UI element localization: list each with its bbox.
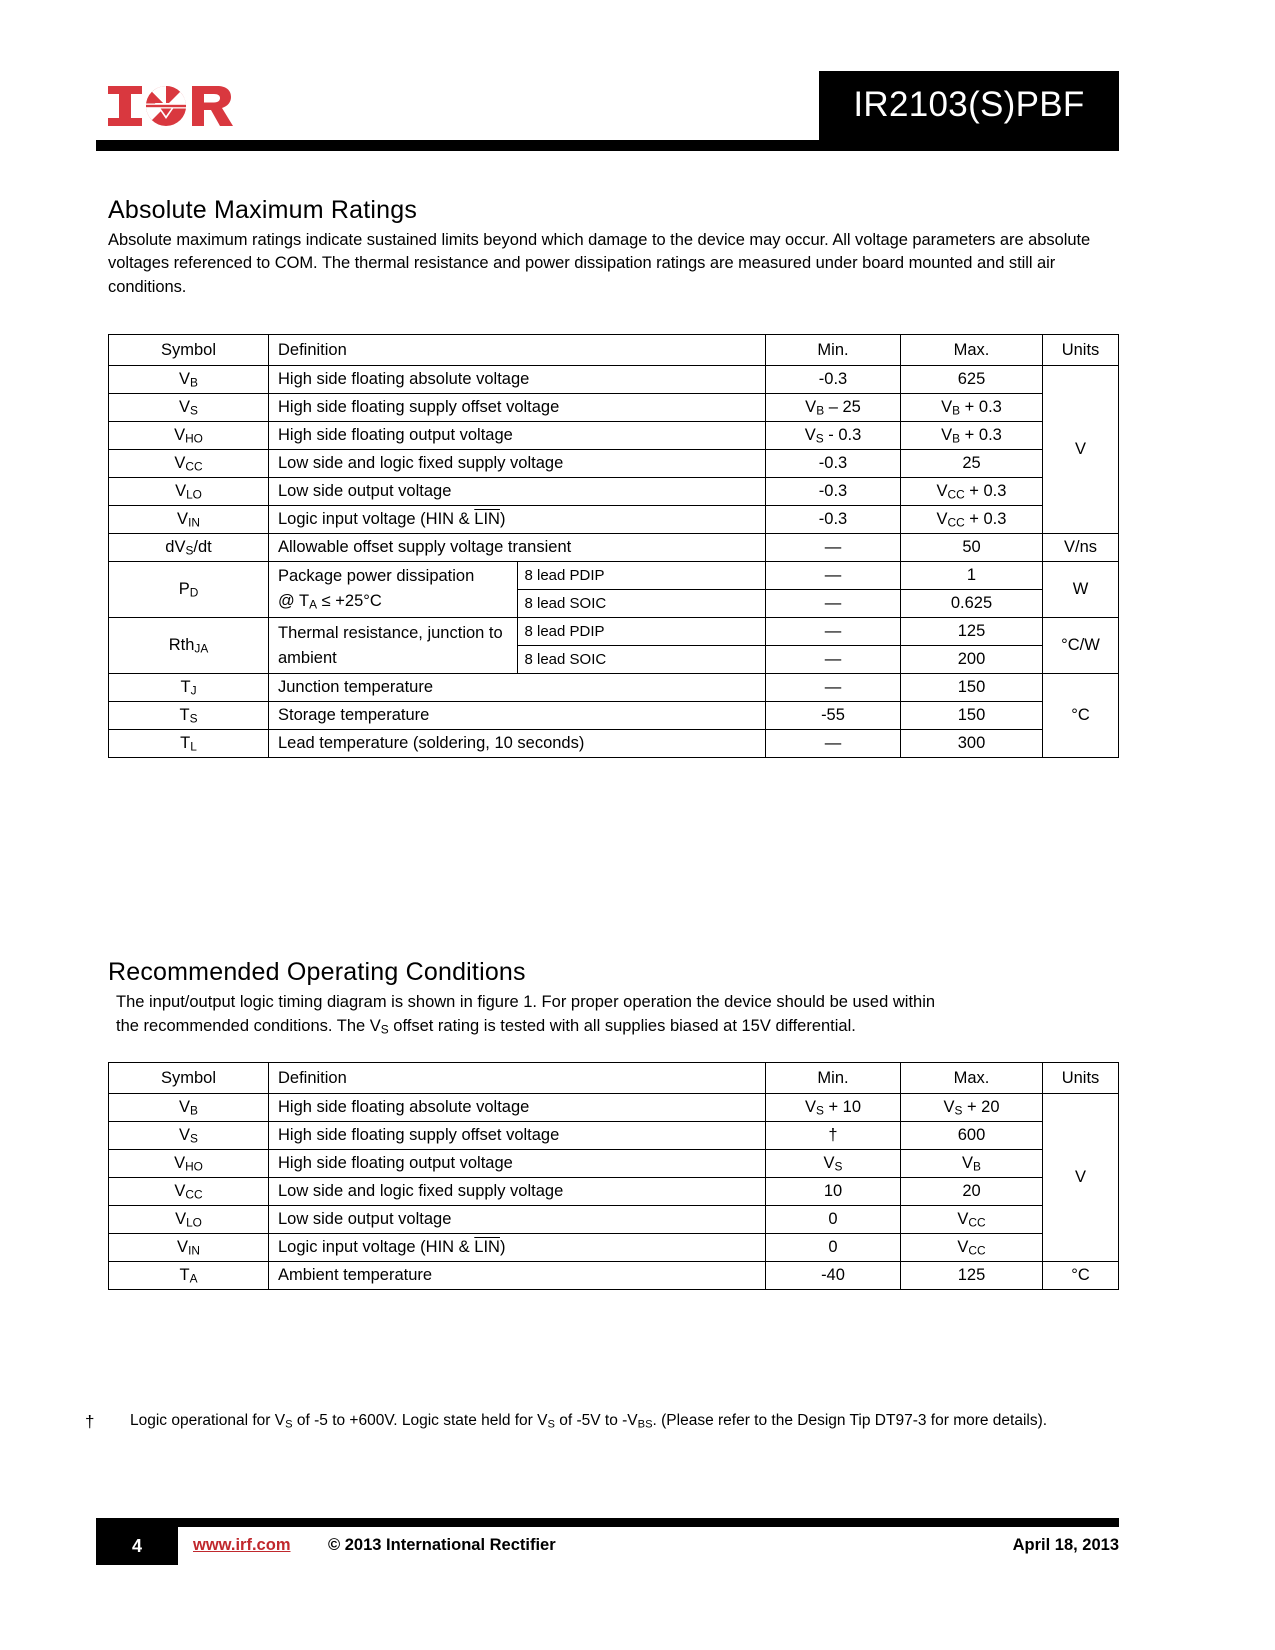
row-symbol: $P_D$ <box>109 562 269 618</box>
row-max: $V_B + 0.3$ <box>901 422 1043 450</box>
row-definition: High side floating output voltage <box>269 422 766 450</box>
row-package: 8 lead SOIC <box>517 646 766 674</box>
table-row <box>109 730 1119 758</box>
row-min: -40 <box>766 1262 901 1290</box>
row-units: °C <box>1043 674 1119 758</box>
row-symbol: $T_S$ <box>109 702 269 730</box>
row-min: -55 <box>766 702 901 730</box>
row-max: 125 <box>901 618 1043 646</box>
page-header <box>0 0 1275 160</box>
row-min: -0.3 <box>766 506 901 534</box>
row-min: † <box>766 1122 901 1150</box>
row-min: $V_S - 0.3$ <box>766 422 901 450</box>
row-max: 625 <box>901 366 1043 394</box>
col-symbol: Symbol <box>109 1063 269 1094</box>
row-min: — <box>766 618 901 646</box>
row-definition: Junction temperature <box>269 674 766 702</box>
row-units: °C/W <box>1043 618 1119 674</box>
row-max: $V_B + 0.3$ <box>901 394 1043 422</box>
row-max: 0.625 <box>901 590 1043 618</box>
row-symbol: $V_{CC}$ <box>109 450 269 478</box>
footer-divider-rule <box>96 1518 1119 1527</box>
row-units: V <box>1043 366 1119 534</box>
table-row <box>109 562 1119 590</box>
row-max: 200 <box>901 646 1043 674</box>
table-row <box>109 1178 1119 1206</box>
row-symbol: $dV_S/dt$ <box>109 534 269 562</box>
row-min: — <box>766 646 901 674</box>
table-row <box>109 1150 1119 1178</box>
row-max: 20 <box>901 1178 1043 1206</box>
col-units: Units <box>1043 1063 1119 1094</box>
row-min: — <box>766 534 901 562</box>
table-row <box>109 534 1119 562</box>
table-row <box>109 674 1119 702</box>
col-units: Units <box>1043 335 1119 366</box>
row-definition: Storage temperature <box>269 702 766 730</box>
row-definition: Low side output voltage <box>269 1206 766 1234</box>
table-row <box>109 450 1119 478</box>
footnote-text: Logic operational for $V_S$ of -5 to +600V. Logic state held for $V_S$ of -5V to $-V_{BS}$. (Please refer to the Design Tip DT97-3 for more details). <box>130 1412 1048 1431</box>
rec-op-intro-line2 <box>108 1015 1118 1039</box>
row-package: 8 lead SOIC <box>517 590 766 618</box>
row-definition-line2: @ $T_A \le +25^\circ C$ <box>278 592 382 612</box>
col-symbol: Symbol <box>109 335 269 366</box>
row-max: $V_B$ <box>901 1150 1043 1178</box>
rec-op-heading: Recommended Operating Conditions <box>108 958 526 986</box>
col-min: Min. <box>766 335 901 366</box>
table-header-row <box>109 335 1119 366</box>
row-symbol: $V_B$ <box>109 366 269 394</box>
col-definition: Definition <box>269 335 766 366</box>
row-units: W <box>1043 562 1119 618</box>
row-max: 150 <box>901 702 1043 730</box>
row-min: $V_S + 10$ <box>766 1094 901 1122</box>
row-definition-line1: Thermal resistance, junction to <box>278 623 503 642</box>
row-min: -0.3 <box>766 366 901 394</box>
row-symbol: $V_B$ <box>109 1094 269 1122</box>
table-header-row <box>109 1063 1119 1094</box>
row-symbol: $V_{HO}$ <box>109 1150 269 1178</box>
row-min: — <box>766 674 901 702</box>
row-min: — <box>766 590 901 618</box>
table-row <box>109 1206 1119 1234</box>
row-symbol: $V_{IN}$ <box>109 1234 269 1262</box>
table-row <box>109 1262 1119 1290</box>
col-max: Max. <box>901 335 1043 366</box>
row-max: $V_{CC}$ <box>901 1206 1043 1234</box>
row-max: 300 <box>901 730 1043 758</box>
row-max: $V_{CC} + 0.3$ <box>901 478 1043 506</box>
row-definition: Low side output voltage <box>269 478 766 506</box>
international-rectifier-logo <box>108 82 233 130</box>
table-row <box>109 1094 1119 1122</box>
row-symbol: $T_L$ <box>109 730 269 758</box>
table-row <box>109 478 1119 506</box>
part-number-banner <box>819 71 1119 140</box>
row-min: 0 <box>766 1206 901 1234</box>
table-row <box>109 506 1119 534</box>
row-symbol: $V_{LO}$ <box>109 478 269 506</box>
row-min: $V_S$ <box>766 1150 901 1178</box>
row-symbol: $T_J$ <box>109 674 269 702</box>
table-row <box>109 394 1119 422</box>
row-definition: High side floating output voltage <box>269 1150 766 1178</box>
website-link[interactable]: www.irf.com <box>193 1536 291 1554</box>
table-row <box>109 618 1119 646</box>
row-symbol: $V_{HO}$ <box>109 422 269 450</box>
row-definition <box>269 618 518 674</box>
row-symbol: $V_{CC}$ <box>109 1178 269 1206</box>
row-package: 8 lead PDIP <box>517 562 766 590</box>
rec-op-intro-line2-post: offset rating is tested with all supplies biased at 15V differential. <box>388 1016 856 1035</box>
row-definition: High side floating supply offset voltage <box>269 1122 766 1150</box>
row-max: 150 <box>901 674 1043 702</box>
row-definition-line1: Package power dissipation <box>278 567 475 586</box>
table-row <box>109 702 1119 730</box>
row-package: 8 lead PDIP <box>517 618 766 646</box>
row-symbol: $V_S$ <box>109 1122 269 1150</box>
row-definition: Allowable offset supply voltage transient <box>269 534 766 562</box>
table-row <box>109 1122 1119 1150</box>
table-row <box>109 422 1119 450</box>
row-units: V/ns <box>1043 534 1119 562</box>
row-symbol: $V_{LO}$ <box>109 1206 269 1234</box>
row-definition: Low side and logic fixed supply voltage <box>269 1178 766 1206</box>
rec-op-intro-line2-pre: the recommended conditions. The V <box>116 1016 381 1035</box>
row-definition: High side floating absolute voltage <box>269 1094 766 1122</box>
copyright-text: © 2013 International Rectifier <box>328 1536 556 1554</box>
row-max: 1 <box>901 562 1043 590</box>
row-definition: High side floating supply offset voltage <box>269 394 766 422</box>
revision-date: April 18, 2013 <box>1012 1536 1119 1554</box>
row-definition: Logic input voltage (HIN & $\overline{LIN}$) <box>269 506 766 534</box>
row-definition: Ambient temperature <box>269 1262 766 1290</box>
abs-max-section <box>108 196 1118 299</box>
row-min: — <box>766 562 901 590</box>
col-definition: Definition <box>269 1063 766 1094</box>
table-row <box>109 366 1119 394</box>
absolute-maximum-ratings-table <box>108 334 1119 758</box>
row-max: 50 <box>901 534 1043 562</box>
abs-max-intro: Absolute maximum ratings indicate sustained limits beyond which damage to the device may occur. All voltage parameters are absolute voltages referenced to COM. The thermal resistance and power dissipation ratings are measured under board mounted and still air conditions. <box>108 231 1091 296</box>
row-min: — <box>766 730 901 758</box>
row-definition: Logic input voltage (HIN & $\overline{LIN}$) <box>269 1234 766 1262</box>
row-max: $V_{CC} + 0.3$ <box>901 506 1043 534</box>
row-min: 10 <box>766 1178 901 1206</box>
row-max: $V_S + 20$ <box>901 1094 1043 1122</box>
row-max: 125 <box>901 1262 1043 1290</box>
row-min: $V_B - 25$ <box>766 394 901 422</box>
row-min: -0.3 <box>766 478 901 506</box>
row-units: °C <box>1043 1262 1119 1290</box>
row-definition: Lead temperature (soldering, 10 seconds) <box>269 730 766 758</box>
footnote <box>85 1410 1120 1433</box>
row-definition-line2: ambient <box>278 648 337 667</box>
recommended-operating-conditions-table <box>108 1062 1119 1290</box>
row-definition <box>269 562 518 618</box>
row-symbol: Rth$_{JA}$ <box>109 618 269 674</box>
row-symbol: $T_A$ <box>109 1262 269 1290</box>
rec-op-section <box>108 958 1118 1039</box>
row-definition: High side floating absolute voltage <box>269 366 766 394</box>
row-symbol: $V_{IN}$ <box>109 506 269 534</box>
row-max: 600 <box>901 1122 1043 1150</box>
page-footer <box>96 1527 1119 1565</box>
abs-max-heading: Absolute Maximum Ratings <box>108 196 418 224</box>
page-number-badge: 4 <box>96 1527 178 1565</box>
rec-op-intro-line2-sub: S <box>380 1022 389 1037</box>
row-min: -0.3 <box>766 450 901 478</box>
col-max: Max. <box>901 1063 1043 1094</box>
col-min: Min. <box>766 1063 901 1094</box>
table-row <box>109 1234 1119 1262</box>
header-divider-rule <box>96 140 1119 151</box>
row-symbol: $V_S$ <box>109 394 269 422</box>
row-max: 25 <box>901 450 1043 478</box>
row-definition: Low side and logic fixed supply voltage <box>269 450 766 478</box>
rec-op-intro-line1: The input/output logic timing diagram is shown in figure 1. For proper operation the device should be used within <box>116 993 936 1011</box>
row-max: $V_{CC}$ <box>901 1234 1043 1262</box>
row-units: V <box>1043 1094 1119 1262</box>
footnote-marker: † <box>85 1412 95 1431</box>
part-number-title: IR2103(S)PBF <box>853 84 1085 124</box>
row-min: 0 <box>766 1234 901 1262</box>
